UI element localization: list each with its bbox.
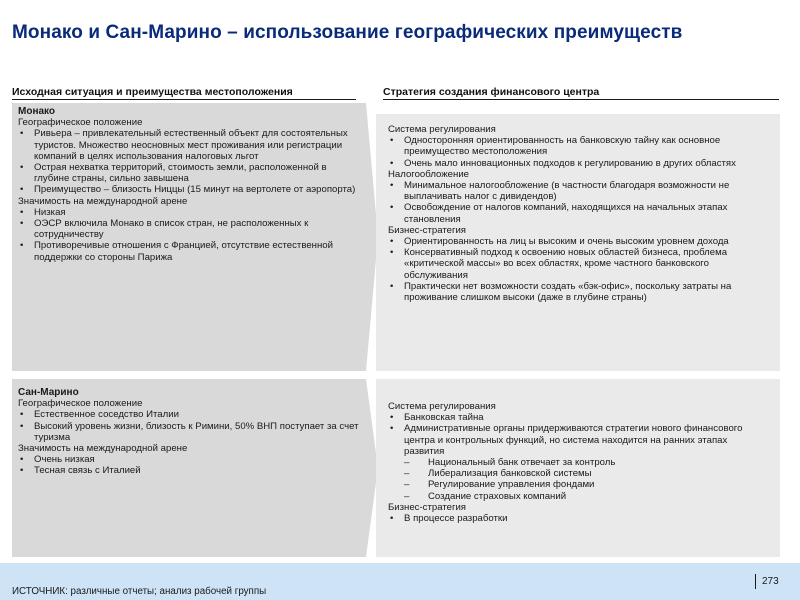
monaco-situation-list bbox=[18, 117, 362, 263]
bullet-item: • Тесная связь с Италией bbox=[18, 465, 362, 476]
right-header-divider bbox=[383, 99, 779, 100]
dash-item: – Регулирование управления фондами bbox=[388, 479, 766, 490]
monaco-strategy-panel bbox=[376, 114, 780, 371]
bullet-item: • Преимущество – близость Ниццы (15 минут на вертолете от аэропорта) bbox=[18, 184, 362, 195]
category-label: Географическое положение bbox=[18, 117, 143, 129]
category-label: Система регулирования bbox=[388, 124, 496, 135]
dash-item: – Создание страховых компаний bbox=[388, 491, 766, 502]
category-label: Бизнес-стратегия bbox=[388, 501, 467, 513]
page-number-divider bbox=[755, 574, 756, 589]
bullet-item: • Ривьера – привлекательный естественный объект для состоятельных туристов. Множество неосновных мест проживания или регистрации компаний в целях использования налоговых льгот bbox=[18, 128, 362, 162]
dash-item: – Национальный банк отвечает за контроль bbox=[388, 457, 766, 468]
category-label: Система регулирования bbox=[388, 401, 496, 412]
bullet-item: • Ориентированность на лиц ы высоким и очень высоким уровнем дохода bbox=[388, 236, 766, 247]
bullet-item: • В процессе разработки bbox=[388, 513, 766, 524]
bullet-item: • Односторонняя ориентированность на банковскую тайну как основное преимущество местоположения bbox=[388, 135, 766, 157]
monaco-strategy-text bbox=[388, 124, 766, 303]
left-section-header: Исходная ситуация и преимущества местоположения bbox=[12, 86, 293, 98]
bullet-item: • Острая нехватка территорий, стоимость земли, расположенной в глубине страны, сильно завышена bbox=[18, 162, 362, 184]
bullet-item: • Административные органы придерживаются стратегии нового финансового центра и контрольных функций, но система находится на ранних этапах развития bbox=[388, 423, 766, 457]
category-label: Значимость на международной арене bbox=[18, 443, 188, 455]
monaco-situation-panel bbox=[12, 103, 366, 371]
bullet-item: • Консервативный подход к освоению новых областей бизнеса, проблема «критической массы» во всех областях, кроме частного банковского обслуживания bbox=[388, 247, 766, 281]
right-section-header: Стратегия создания финансового центра bbox=[383, 86, 600, 98]
monaco-name: Монако bbox=[18, 106, 56, 117]
left-header-divider bbox=[12, 99, 356, 100]
bullet-item: • Практически нет возможности создать «бэк-офис», поскольку затраты на проживание слишком высоки (даже в глубине страны) bbox=[388, 281, 766, 303]
sanmarino-strategy-panel bbox=[376, 379, 780, 557]
sanmarino-strategy-text bbox=[388, 401, 766, 524]
bullet-item: • Низкая bbox=[18, 207, 362, 218]
bullet-item: • Высокий уровень жизни, близость к Римини, 50% ВНП поступает за счет туризма bbox=[18, 421, 362, 443]
bullet-item: • Минимальное налогообложение (в частности благодаря возможности не выплачивать налог с дивидендов) bbox=[388, 180, 766, 202]
bullet-item: • Банковская тайна bbox=[388, 412, 766, 423]
bullet-item: • ОЭСР включила Монако в список стран, не расположенных к сотрудничеству bbox=[18, 218, 362, 240]
dash-item: – Либерализация банковской системы bbox=[388, 468, 766, 479]
category-label: Налогообложение bbox=[388, 168, 470, 180]
sanmarino-situation-text bbox=[18, 387, 362, 477]
bullet-item: • Очень мало инновационных подходов к регулированию в других областях bbox=[388, 158, 766, 169]
page-number: 273 bbox=[762, 576, 779, 587]
page-title: Монако и Сан-Марино – использование географических преимуществ bbox=[12, 22, 683, 43]
bullet-item: • Очень низкая bbox=[18, 454, 362, 465]
category-label: Бизнес-стратегия bbox=[388, 224, 467, 236]
category-label: Значимость на международной арене bbox=[18, 195, 188, 207]
sanmarino-name: Сан-Марино bbox=[18, 387, 79, 398]
source-note: ИСТОЧНИК: различные отчеты; анализ рабочей группы bbox=[12, 586, 267, 597]
monaco-situation-text bbox=[18, 106, 362, 263]
category-label: Географическое положение bbox=[18, 398, 143, 410]
bullet-item: • Противоречивые отношения с Францией, отсутствие естественной поддержки со стороны Парижа bbox=[18, 240, 362, 262]
sanmarino-situation-panel bbox=[12, 379, 366, 557]
bullet-item: • Естественное соседство Италии bbox=[18, 409, 362, 420]
bullet-item: • Освобождение от налогов компаний, находящихся на начальных этапах становления bbox=[388, 202, 766, 224]
sanmarino-situation-list bbox=[18, 398, 362, 476]
